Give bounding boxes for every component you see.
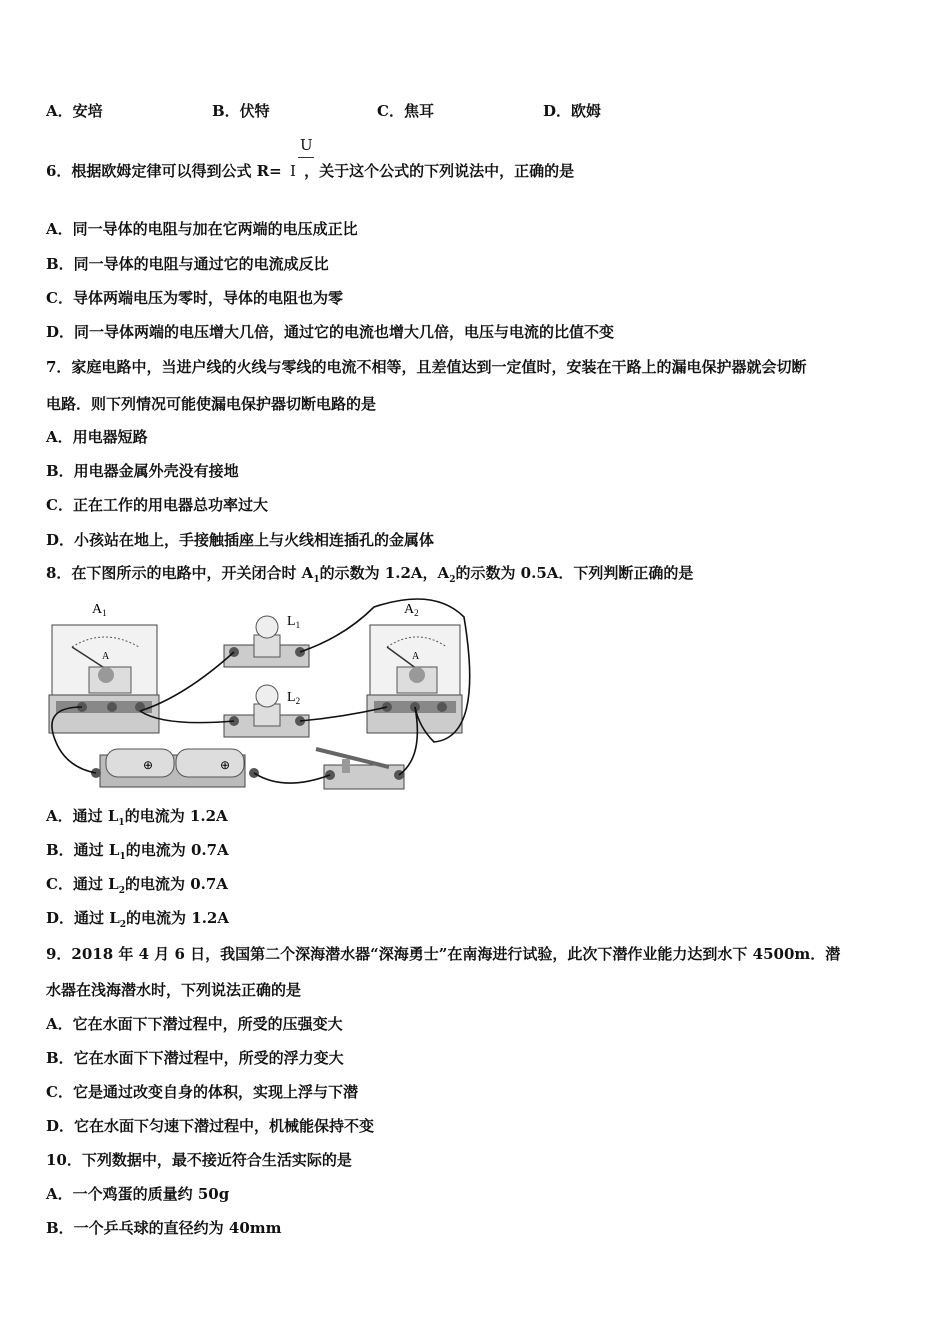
bulb-l2 <box>224 685 309 737</box>
option-text: 的电流为 0.7A <box>125 841 229 859</box>
ammeter-a2 <box>367 602 462 733</box>
q8-option-b <box>46 840 229 867</box>
q7-option-c: C．正在工作的用电器总功率过大 <box>46 496 268 514</box>
subscript: 1 <box>119 852 126 862</box>
subscript: 2 <box>118 886 125 896</box>
q8-stem-a: 8．在下图所示的电路中，开关闭合时 A <box>46 564 314 582</box>
circuit-diagram <box>44 597 494 797</box>
q7-stem-line1: 7．家庭电路中，当进户线的火线与零线的电流不相等，且差值达到一定值时，安装在干路上的漏电保护器就会切断 <box>46 358 807 376</box>
q6-option-a: A．同一导体的电阻与加在它两端的电压成正比 <box>46 220 358 238</box>
subscript: 1 <box>313 575 320 585</box>
q8-stem-b: 的示数为 1.2A，A <box>319 564 450 582</box>
q7-option-a: A．用电器短路 <box>46 428 148 446</box>
label-a1: $A_1$ <box>92 602 107 618</box>
option-text: B．通过 L <box>46 841 120 859</box>
q7-option-b: B．用电器金属外壳没有接地 <box>46 462 239 480</box>
q8-option-d <box>46 908 229 935</box>
q8-option-c <box>46 874 228 901</box>
label-a2: $A_2$ <box>404 602 419 618</box>
q6-option-b: B．同一导体的电阻与通过它的电流成反比 <box>46 255 329 273</box>
q8-stem <box>46 563 693 590</box>
formula-denominator: I <box>289 162 296 180</box>
meter-unit-a2: A <box>412 651 420 662</box>
subscript: 1 <box>118 818 125 828</box>
q8-option-a <box>46 806 228 833</box>
svg-text:⊕: ⊕ <box>142 758 154 772</box>
q5-option-b: B．伏特 <box>212 102 270 120</box>
svg-text:⊕: ⊕ <box>219 758 231 772</box>
q9-option-a: A．它在水面下下潜过程中，所受的压强变大 <box>46 1015 343 1033</box>
subscript: 2 <box>449 575 456 585</box>
option-text: 的电流为 1.2A <box>126 909 230 927</box>
option-text: 的电流为 1.2A <box>124 807 228 825</box>
q6-option-d: D．同一导体两端的电压增大几倍，通过它的电流也增大几倍，电压与电流的比值不变 <box>46 323 615 341</box>
q5-option-d: D．欧姆 <box>543 102 602 120</box>
switch <box>316 749 404 789</box>
q9-stem-line2: 水器在浅海潜水时，下列说法正确的是 <box>46 981 302 999</box>
q9-option-d: D．它在水面下匀速下潜过程中，机械能保持不变 <box>46 1117 375 1135</box>
formula-numerator: U <box>300 136 313 154</box>
q9-option-b: B．它在水面下下潜过程中，所受的浮力变大 <box>46 1049 344 1067</box>
q6-option-c: C．导体两端电压为零时，导体的电阻也为零 <box>46 289 343 307</box>
option-text: A．通过 L <box>46 807 119 825</box>
q10-stem: 10．下列数据中，最不接近符合生活实际的是 <box>46 1151 352 1169</box>
option-text: D．通过 L <box>46 909 120 927</box>
subscript: 2 <box>119 920 127 930</box>
bulb-l1 <box>224 614 309 667</box>
fraction-bar <box>298 157 314 158</box>
q10-option-b: B．一个乒乓球的直径约为 40mm <box>46 1219 282 1237</box>
q6-stem <box>46 161 574 181</box>
option-text: 的电流为 0.7A <box>124 875 228 893</box>
q9-stem-line1: 9．2018 年 4 月 6 日，我国第二个深海潜水器“深海勇士”在南海进行试验，此次下潜作业能力达到水下 4500m．潜 <box>46 945 841 963</box>
q5-option-a: A．安培 <box>46 102 103 120</box>
meter-unit-a1: A <box>102 651 110 662</box>
q6-stem-after: ，关于这个公式的下列说法中，正确的是 <box>304 162 575 180</box>
q6-stem-before: 6．根据欧姆定律可以得到公式 R= <box>46 162 282 180</box>
label-l2: $L_2$ <box>287 690 301 706</box>
q8-stem-c: 的示数为 0.5A．下列判断正确的是 <box>455 564 694 582</box>
option-text: C．通过 L <box>46 875 119 893</box>
q9-option-c: C．它是通过改变自身的体积，实现上浮与下潜 <box>46 1083 358 1101</box>
label-l1: $L_1$ <box>287 614 301 630</box>
q7-stem-line2: 电路．则下列情况可能使漏电保护器切断电路的是 <box>46 395 377 413</box>
q7-option-d: D．小孩站在地上，手接触插座上与火线相连插孔的金属体 <box>46 531 435 549</box>
battery <box>91 749 259 787</box>
q5-option-c: C．焦耳 <box>377 102 434 120</box>
q10-option-a: A．一个鸡蛋的质量约 50g <box>46 1185 230 1203</box>
